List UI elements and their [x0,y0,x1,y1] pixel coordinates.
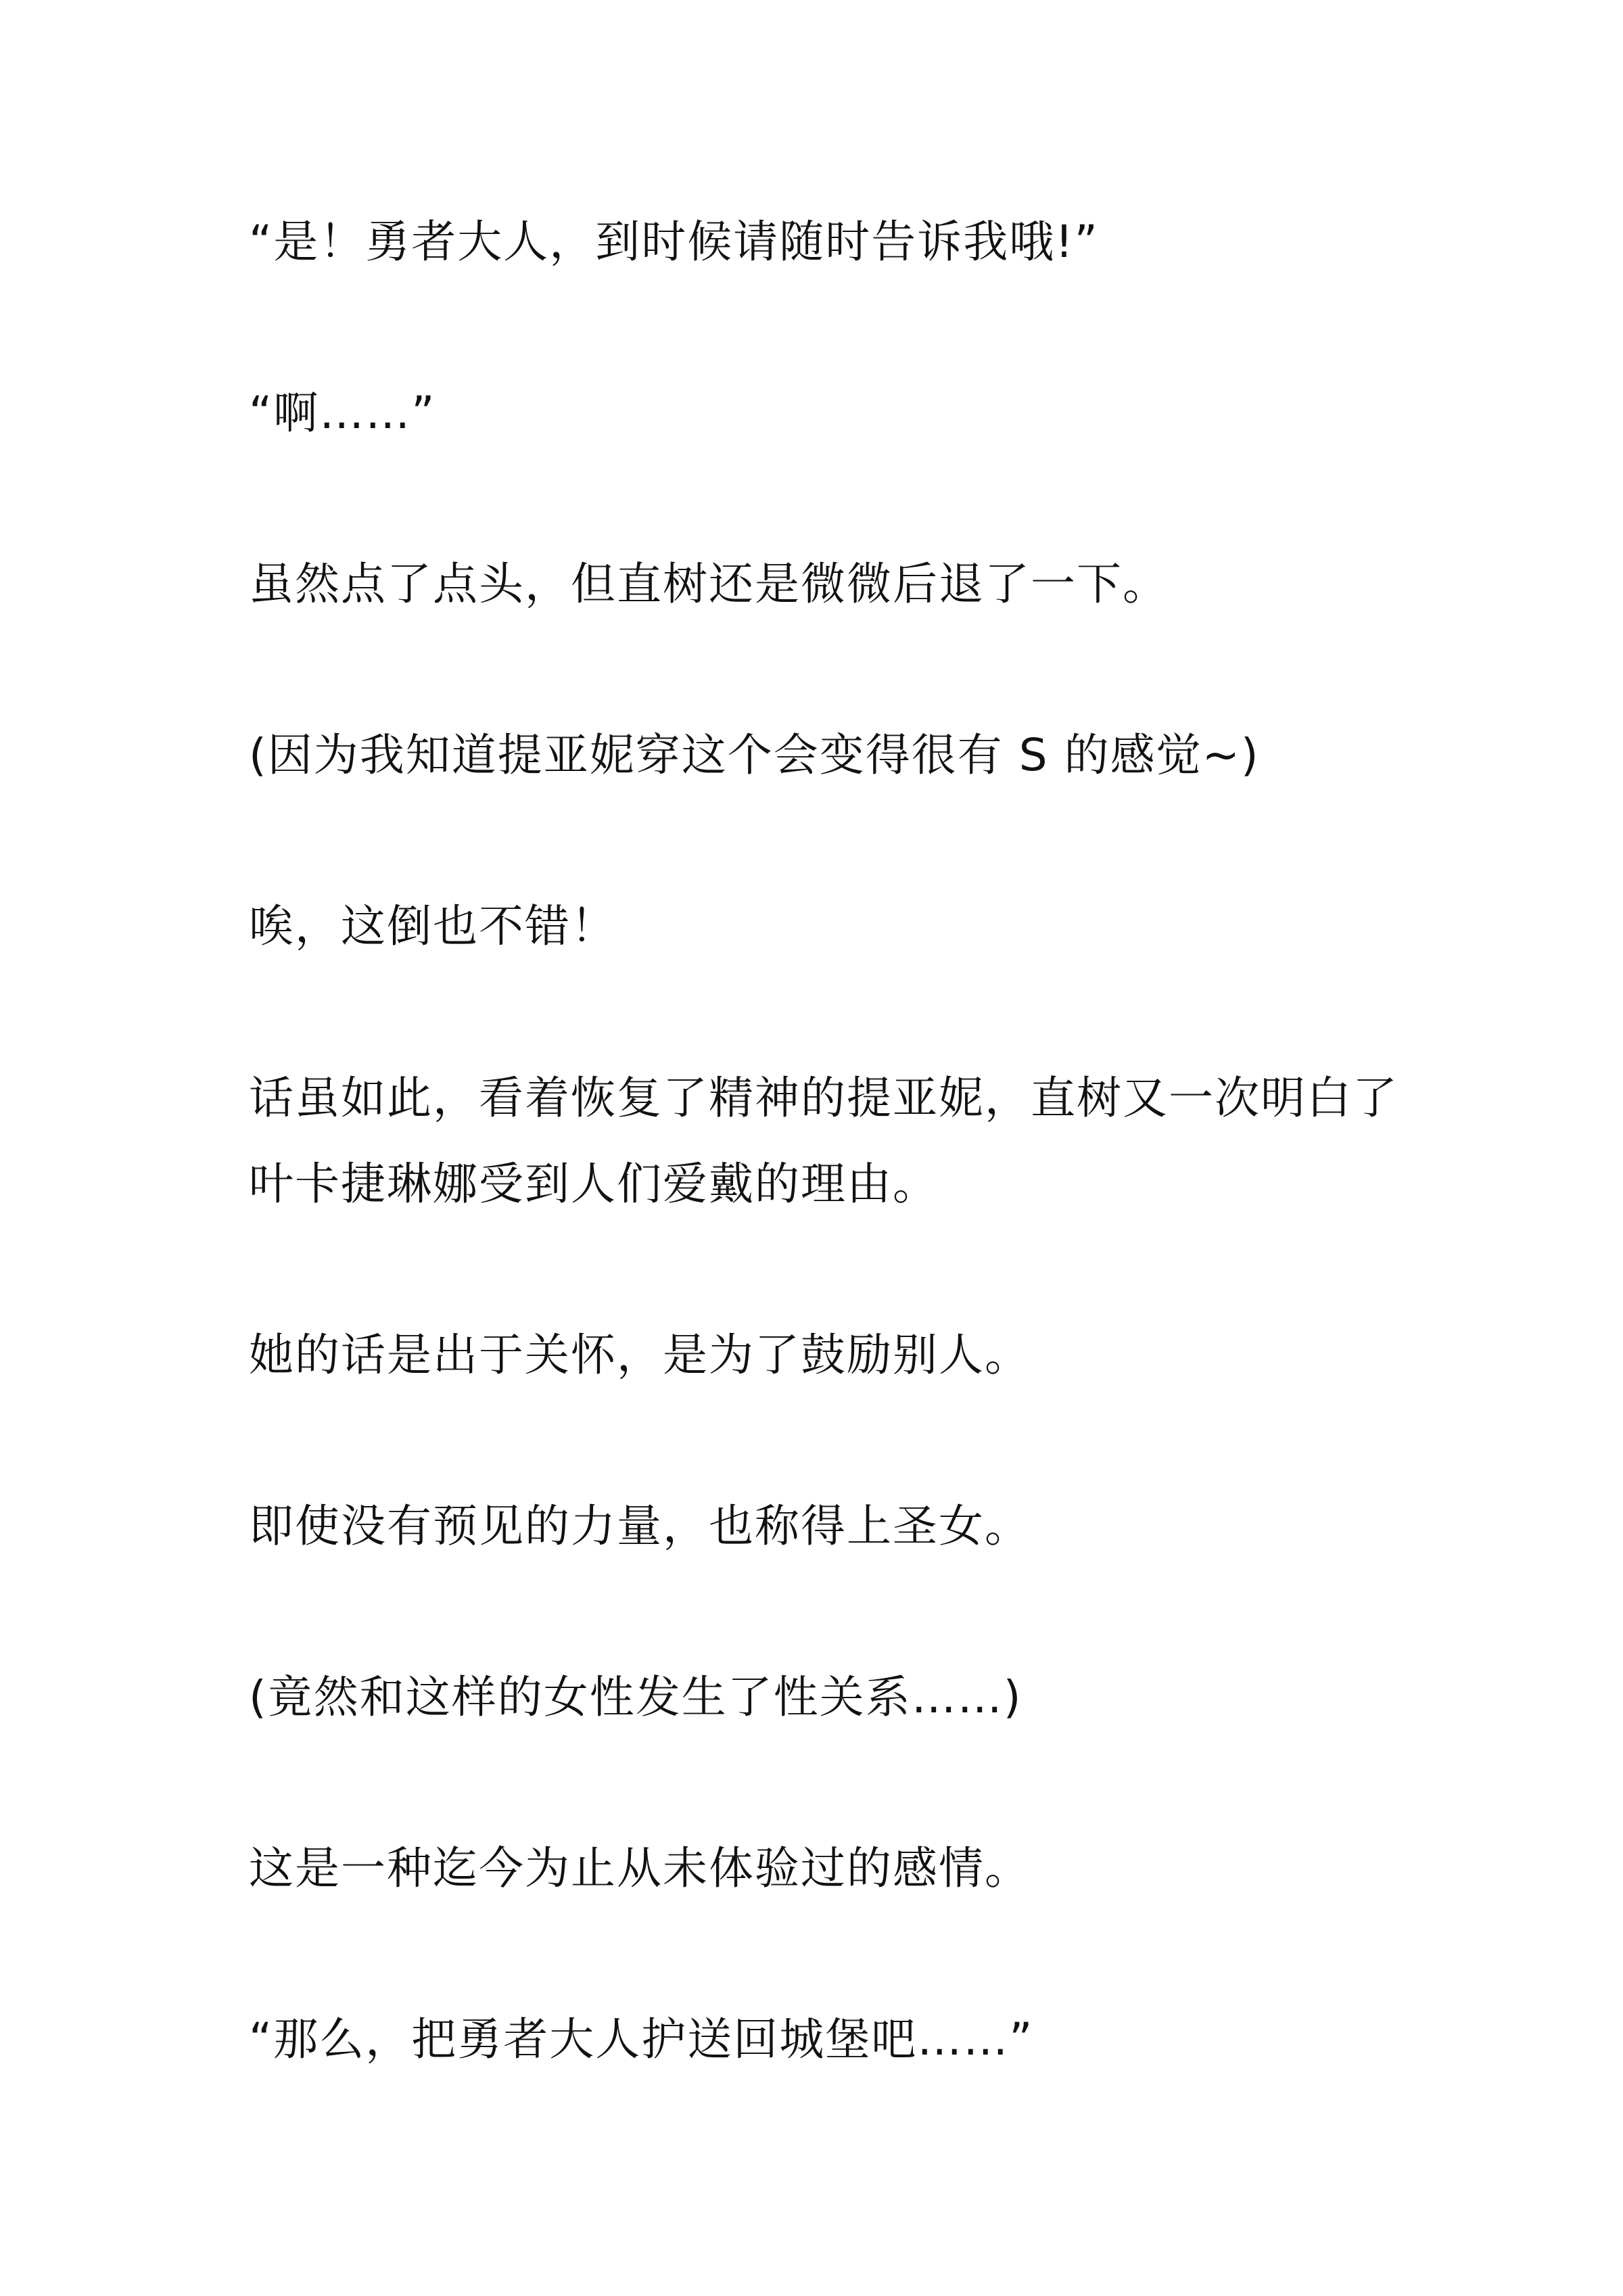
paragraph: “啊……” [249,387,436,439]
paragraph: 她的话是出于关怀，是为了鼓励别人。 [249,1329,1031,1381]
paragraph: “那么，把勇者大人护送回城堡吧……” [249,2013,1034,2065]
paragraph: 唉，这倒也不错！ [249,900,617,952]
paragraph: “是！勇者大人，到时候请随时告诉我哦!” [249,216,1099,268]
paragraph: 即使没有预见的力量，也称得上圣女。 [249,1500,1031,1552]
paragraph: 这是一种迄今为止从未体验过的感情。 [249,1842,1031,1894]
paragraph: 虽然点了点头，但直树还是微微后退了一下。 [249,558,1169,610]
paragraph: 话虽如此，看着恢复了精神的提亚妮，直树又一次明白了叶卡捷琳娜受到人们爱戴的理由。 [249,1072,1398,1210]
paragraph: (因为我知道提亚妮穿这个会变得很有 S 的感觉~) [249,729,1260,781]
paragraph: (竟然和这样的女性发生了性关系……) [249,1671,1022,1723]
